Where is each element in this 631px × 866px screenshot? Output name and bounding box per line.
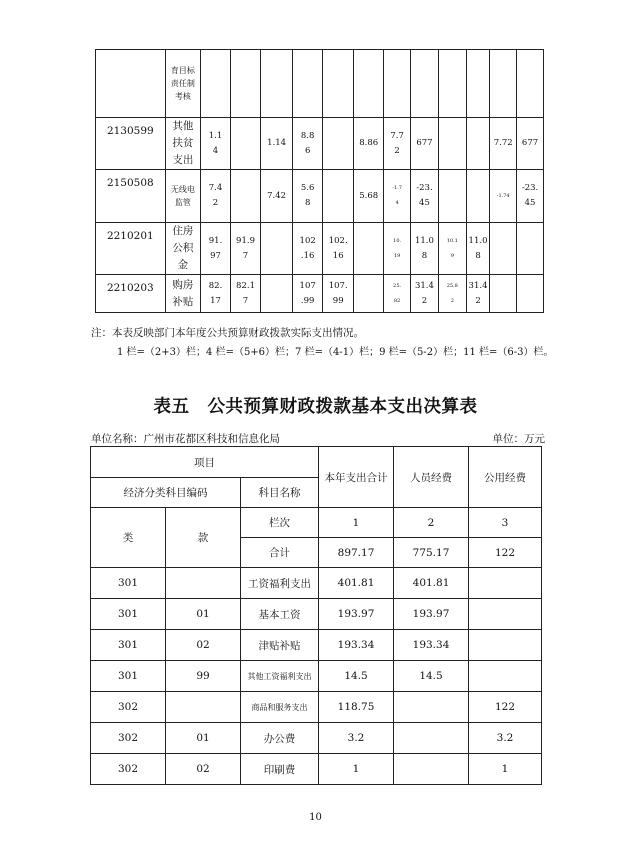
subject-name-cell: 无线电监管 xyxy=(165,170,200,223)
table-row xyxy=(91,599,542,630)
personnel-cell xyxy=(394,723,469,754)
table-row xyxy=(96,170,544,223)
table-row xyxy=(91,723,542,754)
section-cell: 02 xyxy=(166,630,241,661)
class-cell: 302 xyxy=(91,754,166,785)
table-header-row xyxy=(91,508,542,538)
header-item: 项目 xyxy=(91,447,319,478)
class-cell: 301 xyxy=(91,630,166,661)
value-cell: -1.7 4 xyxy=(384,170,411,223)
value-cell: 25. 82 xyxy=(384,275,411,313)
value-cell: -23. 45 xyxy=(517,170,544,223)
personnel-cell xyxy=(394,754,469,785)
table-row xyxy=(91,630,542,661)
value-cell: -23. 45 xyxy=(411,170,439,223)
value-cell: -1.74 xyxy=(490,170,517,223)
personnel-cell xyxy=(394,692,469,723)
table-row xyxy=(91,754,542,785)
value-cell: 107 .99 xyxy=(293,275,323,313)
value-cell: 5.68 xyxy=(354,170,384,223)
subject-name-cell: 其他工资福利支出 xyxy=(241,661,319,692)
header-column-no: 栏次 xyxy=(241,508,319,538)
value-cell: 677 xyxy=(517,118,544,170)
value-cell: 91. 97 xyxy=(201,223,231,275)
value-cell xyxy=(354,223,384,275)
total-cell: 118.75 xyxy=(319,692,394,723)
column-number: 1 xyxy=(319,508,394,538)
subject-name-cell: 印刷费 xyxy=(241,754,319,785)
value-cell xyxy=(323,118,354,170)
value-cell: 11.0 8 xyxy=(466,223,490,275)
subject-name-cell: 工资福利支出 xyxy=(241,568,319,599)
header-econ-code: 经济分类科目编码 xyxy=(91,478,241,508)
value-cell xyxy=(438,118,466,170)
header-subject-name: 科目名称 xyxy=(241,478,319,508)
total-cell: 193.34 xyxy=(319,630,394,661)
subject-name-cell: 津贴补贴 xyxy=(241,630,319,661)
public-cell xyxy=(469,630,542,661)
section-cell xyxy=(166,568,241,599)
value-cell: 1.14 xyxy=(261,118,293,170)
subject-name-cell: 其他扶贫支出 xyxy=(165,118,200,170)
personnel-cell: 401.81 xyxy=(394,568,469,599)
sum-personnel: 775.17 xyxy=(394,538,469,568)
subject-name-cell: 商品和服务支出 xyxy=(241,692,319,723)
header-total: 本年支出合计 xyxy=(319,447,394,508)
value-cell: 8.8 6 xyxy=(293,118,323,170)
class-cell: 302 xyxy=(91,723,166,754)
value-cell xyxy=(438,170,466,223)
value-cell: 10.1 9 xyxy=(438,223,466,275)
header-section: 款 xyxy=(166,508,241,568)
total-cell: 14.5 xyxy=(319,661,394,692)
value-cell: 25.8 2 xyxy=(438,275,466,313)
table-row xyxy=(96,118,544,170)
class-cell: 302 xyxy=(91,692,166,723)
public-cell: 122 xyxy=(469,692,542,723)
value-cell: 7.4 2 xyxy=(201,170,231,223)
value-cell xyxy=(261,275,293,313)
personnel-cell: 193.97 xyxy=(394,599,469,630)
subject-name-cell: 基本工资 xyxy=(241,599,319,630)
header-personnel: 人员经费 xyxy=(394,447,469,508)
sum-label: 合计 xyxy=(241,538,319,568)
header-class: 类 xyxy=(91,508,166,568)
section-cell: 01 xyxy=(166,599,241,630)
section-cell xyxy=(166,692,241,723)
table-note-formula: 1 栏=（2+3）栏；4 栏=（5+6）栏；7 栏=（4-1）栏；9 栏=（5-2）栏；11 栏=（6-3）栏。 xyxy=(117,347,554,358)
subject-code-cell: 2150508 xyxy=(96,170,166,223)
value-cell: 82.1 7 xyxy=(231,275,261,313)
table-note: 注：本表反映部门本年度公共预算财政拨款实际支出情况。 xyxy=(91,327,364,339)
subject-name-cell: 住房公积金 xyxy=(165,223,200,275)
personnel-cell: 14.5 xyxy=(394,661,469,692)
value-cell: 7.7 2 xyxy=(384,118,411,170)
class-cell: 301 xyxy=(91,568,166,599)
budget-detail-table-continued xyxy=(95,49,544,313)
subject-name-cell: 购房补贴 xyxy=(165,275,200,313)
sum-total: 897.17 xyxy=(319,538,394,568)
value-cell xyxy=(466,118,490,170)
class-cell: 301 xyxy=(91,599,166,630)
value-cell: 1.1 4 xyxy=(201,118,231,170)
value-cell xyxy=(354,275,384,313)
value-cell: 7.42 xyxy=(261,170,293,223)
section-cell: 99 xyxy=(166,661,241,692)
page-number: 10 xyxy=(309,812,322,823)
value-cell: 10. 19 xyxy=(384,223,411,275)
subject-code-cell: 2130599 xyxy=(96,118,166,170)
column-number: 2 xyxy=(394,508,469,538)
header-public: 公用经费 xyxy=(469,447,542,508)
total-cell: 193.97 xyxy=(319,599,394,630)
total-cell: 3.2 xyxy=(319,723,394,754)
value-cell: 102. 16 xyxy=(323,223,354,275)
table-row xyxy=(91,692,542,723)
value-cell xyxy=(490,275,517,313)
value-cell xyxy=(261,223,293,275)
value-cell: 7.72 xyxy=(490,118,517,170)
public-cell: 3.2 xyxy=(469,723,542,754)
section-cell: 01 xyxy=(166,723,241,754)
value-cell: 11.0 8 xyxy=(411,223,439,275)
unit-label: 单位：万元 xyxy=(492,433,545,445)
sum-public: 122 xyxy=(469,538,542,568)
table-header-row xyxy=(91,447,542,478)
column-number: 3 xyxy=(469,508,542,538)
value-cell xyxy=(231,118,261,170)
value-cell: 8.86 xyxy=(354,118,384,170)
public-cell: 1 xyxy=(469,754,542,785)
table-row xyxy=(96,275,544,313)
subject-code-cell: 2210203 xyxy=(96,275,166,313)
value-cell: 107. 99 xyxy=(323,275,354,313)
basic-expenditure-table xyxy=(90,446,542,785)
section-cell: 02 xyxy=(166,754,241,785)
page-title: 表五 公共预算财政拨款基本支出决算表 xyxy=(153,397,478,417)
value-cell xyxy=(490,223,517,275)
public-cell xyxy=(469,568,542,599)
value-cell: 31.4 2 xyxy=(466,275,490,313)
value-cell xyxy=(466,170,490,223)
table-row xyxy=(91,661,542,692)
subject-name-cell: 办公费 xyxy=(241,723,319,754)
value-cell: 102 .16 xyxy=(293,223,323,275)
personnel-cell: 193.34 xyxy=(394,630,469,661)
table-row xyxy=(96,50,544,118)
unit-name: 单位名称：广州市花都区科技和信息化局 xyxy=(91,433,280,445)
value-cell xyxy=(231,170,261,223)
value-cell: 82. 17 xyxy=(201,275,231,313)
subject-code-cell: 2210201 xyxy=(96,223,166,275)
value-cell xyxy=(517,275,544,313)
value-cell xyxy=(517,223,544,275)
total-cell: 1 xyxy=(319,754,394,785)
class-cell: 301 xyxy=(91,661,166,692)
total-cell: 401.81 xyxy=(319,568,394,599)
value-cell: 677 xyxy=(411,118,439,170)
value-cell xyxy=(323,170,354,223)
public-cell xyxy=(469,599,542,630)
public-cell xyxy=(469,661,542,692)
table-row xyxy=(96,223,544,275)
subject-name-cell: 育目标责任制考核 xyxy=(165,50,200,118)
value-cell: 31.4 2 xyxy=(411,275,439,313)
value-cell: 91.9 7 xyxy=(231,223,261,275)
value-cell: 5.6 8 xyxy=(293,170,323,223)
table-row xyxy=(91,568,542,599)
